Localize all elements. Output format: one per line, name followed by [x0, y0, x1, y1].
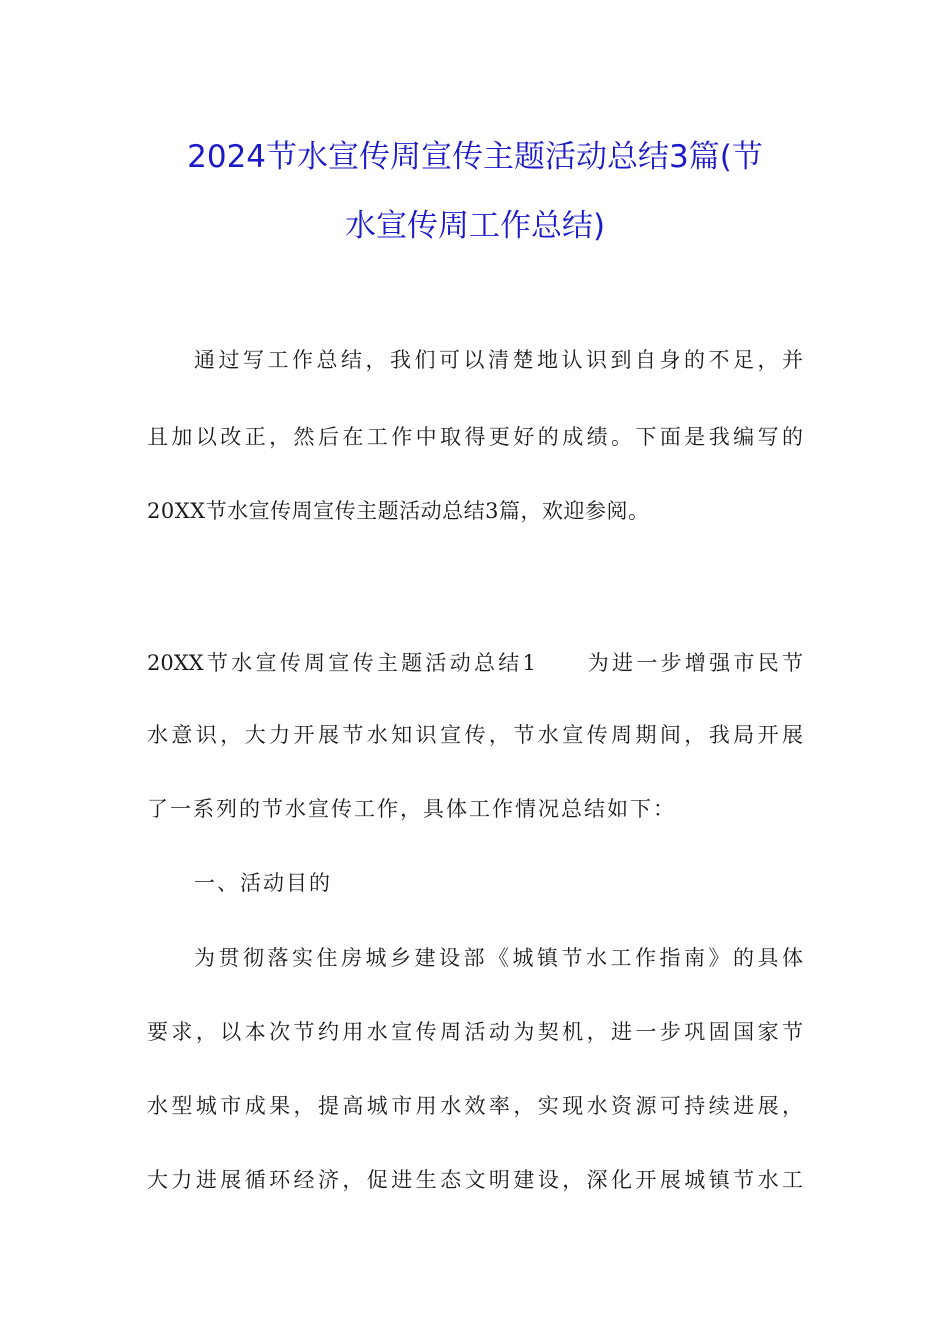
intro-paragraph-line: 20XX节水宣传周宣传主题活动总结3篇，欢迎参阅。 [147, 499, 650, 523]
intro-paragraph-line: 且加以改正，然后在工作中取得更好的成绩。下面是我编写的 [147, 425, 803, 449]
body-paragraph-line: 水型城市成果，提高城市用水效率，实现水资源可持续进展， [147, 1094, 803, 1118]
section-paragraph-line: 了一系列的节水宣传工作，具体工作情况总结如下： [147, 797, 676, 821]
intro-paragraph-line: 通过写工作总结，我们可以清楚地认识到自身的不足，并 [194, 348, 803, 372]
body-paragraph-line: 为贯彻落实住房城乡建设部《城镇节水工作指南》的具体 [194, 946, 803, 970]
document-title-line-1: 2024节水宣传周宣传主题活动总结3篇(节 [187, 139, 763, 175]
section-paragraph-line: 20XX节水宣传周宣传主题活动总结1 为进一步增强市民节 [147, 651, 803, 675]
body-paragraph-line: 要求，以本次节约用水宣传周活动为契机，进一步巩固国家节 [147, 1020, 803, 1044]
section-heading: 一、活动目的 [194, 871, 332, 895]
document-title-line-2: 水宣传周工作总结) [344, 208, 606, 244]
section-paragraph-line: 水意识，大力开展节水知识宣传，节水宣传周期间，我局开展 [147, 723, 803, 747]
body-paragraph-line: 大力进展循环经济，促进生态文明建设，深化开展城镇节水工 [147, 1168, 803, 1192]
